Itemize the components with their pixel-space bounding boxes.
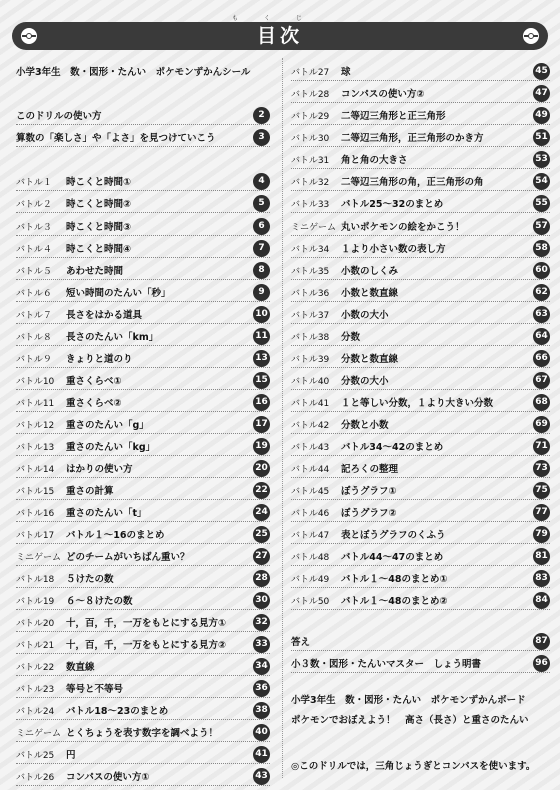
toc-row: [291, 459, 550, 478]
toc-row: [291, 349, 550, 368]
page-number-badge: 22: [253, 482, 270, 499]
toc-title: 答え: [291, 637, 311, 648]
toc-title: 二等辺三角形と正三角形: [341, 111, 446, 122]
toc-label: バトル12: [16, 420, 55, 431]
page-number-badge: 7: [253, 240, 270, 257]
toc-row: [291, 690, 550, 708]
toc-title: 記ろくの整理: [341, 464, 399, 475]
page-number-badge: 38: [253, 702, 270, 719]
toc-label: バトル38: [291, 332, 330, 343]
toc-label: バトル９: [16, 354, 52, 365]
toc-title: 二等辺三角形の角，正三角形の角: [341, 177, 484, 188]
toc-row: [16, 327, 270, 346]
toc-label: バトル７: [16, 310, 52, 321]
page-number-badge: 45: [533, 63, 550, 80]
toc-label: バトル48: [291, 552, 330, 563]
toc-title: ぼうグラフ①: [341, 486, 397, 497]
toc-row: [291, 591, 550, 610]
toc-title: 分数と小数: [341, 420, 389, 431]
toc-row: [291, 481, 550, 500]
toc-title: バトル34～42のまとめ: [341, 442, 444, 453]
page-number-badge: 69: [533, 416, 550, 433]
toc-row: [291, 756, 550, 774]
page-number-badge: 53: [533, 151, 550, 168]
toc-title: 重さのたんい「kg」: [66, 442, 156, 453]
toc-label: バトル14: [16, 464, 55, 475]
toc-title: バトル25～32のまとめ: [341, 199, 444, 210]
toc-row: [16, 415, 270, 434]
toc-title: 球: [341, 67, 351, 78]
toc-label: バトル26: [16, 772, 55, 783]
toc-title: 等号と不等号: [66, 684, 124, 695]
toc-label: バトル33: [291, 199, 330, 210]
toc-row: [291, 150, 550, 169]
toc-row: [16, 679, 270, 698]
toc-title: 小学3年生 数・図形・たんい ポケモンずかんボード: [291, 695, 526, 706]
toc-label: バトル21: [16, 640, 55, 651]
toc-title: 重さのたんい「g」: [66, 420, 149, 431]
toc-row: [16, 261, 270, 280]
page-number-badge: 17: [253, 416, 270, 433]
toc-row: [291, 84, 550, 103]
toc-row: [291, 632, 550, 651]
toc-label: バトル18: [16, 574, 55, 585]
page-number-badge: 43: [253, 768, 270, 785]
toc-label: バトル43: [291, 442, 330, 453]
toc-row: [16, 503, 270, 522]
toc-label: バトル37: [291, 310, 330, 321]
page-number-badge: 2: [253, 107, 270, 124]
toc-label: バトル30: [291, 133, 330, 144]
toc-title: とくちょうを表す数字を調べよう！: [66, 728, 219, 739]
page-number-badge: 25: [253, 526, 270, 543]
toc-title: あわせた時間: [66, 266, 124, 277]
toc-row: [16, 239, 270, 258]
page-number-badge: 3: [253, 129, 270, 146]
page-number-badge: 49: [533, 107, 550, 124]
page-number-badge: 83: [533, 570, 550, 587]
toc-row: [291, 437, 550, 456]
toc-title: バトル１～48のまとめ②: [341, 596, 448, 607]
toc-row: [291, 305, 550, 324]
pokeball-icon: [523, 28, 539, 44]
column-divider: [282, 58, 283, 778]
toc-title: 分数の大小: [341, 376, 389, 387]
toc-row: [291, 710, 550, 728]
page-number-badge: 96: [533, 655, 550, 672]
toc-row: [291, 569, 550, 588]
toc-title: ５けたの数: [66, 574, 114, 585]
page-number-badge: 36: [253, 680, 270, 697]
toc-label: ミニゲーム: [291, 222, 337, 233]
toc-label: ミニゲーム: [16, 552, 62, 563]
toc-label: バトル３: [16, 222, 52, 233]
toc-title: 小３数・図形・たんいマスター しょう明書: [291, 659, 482, 670]
toc-row: [16, 525, 270, 544]
toc-title: 二等辺三角形，正三角形のかき方: [341, 133, 484, 144]
toc-label: バトル32: [291, 177, 330, 188]
toc-title: 丸いポケモンの絵をかこう！: [341, 222, 465, 233]
toc-label: ミニゲーム: [16, 728, 62, 739]
page-number-badge: 64: [533, 328, 550, 345]
toc-title: 長さのたんい「km」: [66, 332, 159, 343]
toc-row: [16, 481, 270, 500]
page-number-badge: 8: [253, 262, 270, 279]
toc-label: バトル28: [291, 89, 330, 100]
page-number-badge: 4: [253, 173, 270, 190]
toc-row: [291, 106, 550, 125]
page-number-badge: 71: [533, 438, 550, 455]
toc-label: バトル39: [291, 354, 330, 365]
toc-title: 分数と数直線: [341, 354, 399, 365]
page-number-badge: 11: [253, 328, 270, 345]
toc-row: [16, 305, 270, 324]
page-number-badge: 87: [533, 633, 550, 650]
toc-title: ◎このドリルでは，三角じょうぎとコンパスを使います。: [291, 761, 536, 772]
page-number-badge: 54: [533, 173, 550, 190]
toc-title: 表とぼうグラフのくふう: [341, 530, 446, 541]
toc-title: 小数と数直線: [341, 288, 399, 299]
toc-row: [16, 635, 270, 654]
toc-label: バトル25: [16, 750, 55, 761]
toc-title: 円: [66, 750, 76, 761]
page-number-badge: 30: [253, 592, 270, 609]
page-number-badge: 79: [533, 526, 550, 543]
toc-row: [291, 217, 550, 236]
toc-title: 分数: [341, 332, 361, 343]
toc-title: 小学3年生 数・図形・たんい ポケモンずかんシール: [16, 67, 251, 78]
toc-title: 時こくと時間①: [66, 177, 132, 188]
toc-label: バトル５: [16, 266, 52, 277]
toc-title: バトル18～23のまとめ: [66, 706, 169, 717]
toc-row: [16, 569, 270, 588]
page-number-badge: 57: [533, 218, 550, 235]
toc-label: バトル40: [291, 376, 330, 387]
toc-row: [291, 128, 550, 147]
toc-label: バトル15: [16, 486, 55, 497]
page-number-badge: 55: [533, 195, 550, 212]
toc-label: バトル27: [291, 67, 330, 78]
toc-row: [16, 393, 270, 412]
toc-title: はかりの使い方: [66, 464, 133, 475]
page-number-badge: 24: [253, 504, 270, 521]
toc-row: [291, 503, 550, 522]
page-number-badge: 10: [253, 306, 270, 323]
toc-row: [16, 106, 270, 125]
toc-row: [16, 128, 270, 147]
toc-title: 算数の「楽しさ」や「よさ」を見つけていこう: [16, 133, 216, 144]
toc-label: バトル29: [291, 111, 330, 122]
toc-row: [291, 547, 550, 566]
toc-title: ぼうグラフ②: [341, 508, 397, 519]
toc-label: バトル19: [16, 596, 55, 607]
toc-title: ６～８けたの数: [66, 596, 133, 607]
toc-row: [291, 239, 550, 258]
toc-row: [291, 415, 550, 434]
toc-row: [16, 283, 270, 302]
page-number-badge: 28: [253, 570, 270, 587]
page-number-badge: 19: [253, 438, 270, 455]
toc-label: バトル34: [291, 244, 330, 255]
toc-label: バトル23: [16, 684, 55, 695]
toc-title: 十，百，千，一万をもとにする見方①: [66, 618, 227, 629]
toc-row: [291, 654, 550, 673]
toc-label: バトル47: [291, 530, 330, 541]
page-number-badge: 81: [533, 548, 550, 565]
toc-title: 小数の大小: [341, 310, 389, 321]
toc-row: [16, 217, 270, 236]
toc-row: [16, 437, 270, 456]
page-number-badge: 9: [253, 284, 270, 301]
toc-title: バトル１～48のまとめ①: [341, 574, 448, 585]
toc-label: バトル49: [291, 574, 330, 585]
toc-label: バトル31: [291, 155, 330, 166]
toc-title: 時こくと時間④: [66, 244, 132, 255]
toc-label: バトル36: [291, 288, 330, 299]
toc-row: [16, 371, 270, 390]
toc-title: 小数のしくみ: [341, 266, 399, 277]
toc-title: 重さの計算: [66, 486, 114, 497]
page-number-badge: 34: [253, 658, 270, 675]
toc-row: [16, 62, 270, 80]
toc-label: バトル35: [291, 266, 330, 277]
toc-row: [291, 525, 550, 544]
page-number-badge: 47: [533, 85, 550, 102]
toc-title: 時こくと時間②: [66, 199, 132, 210]
page-number-badge: 67: [533, 372, 550, 389]
page-number-badge: 33: [253, 636, 270, 653]
toc-title: 短い時間のたんい「秒」: [66, 288, 171, 299]
toc-title: 十，百，千，一万をもとにする見方②: [66, 640, 227, 651]
toc-row: [16, 723, 270, 742]
page-number-badge: 6: [253, 218, 270, 235]
header-bar: [12, 22, 548, 50]
toc-title: きょりと道のり: [66, 354, 133, 365]
toc-label: バトル１: [16, 177, 52, 188]
page-number-badge: 66: [533, 350, 550, 367]
page-number-badge: 13: [253, 350, 270, 367]
page-number-badge: 77: [533, 504, 550, 521]
toc-label: バトル10: [16, 376, 55, 387]
toc-title: １より小さい数の表し方: [341, 244, 446, 255]
page-number-badge: 20: [253, 460, 270, 477]
toc-label: バトル４: [16, 244, 52, 255]
toc-label: バトル45: [291, 486, 330, 497]
toc-title: バトル１～16のまとめ: [66, 530, 165, 541]
toc-label: バトル11: [16, 398, 55, 409]
toc-title: ポケモンでおぼえよう！ 高さ（長さ）と重さのたんい: [291, 715, 529, 726]
toc-row: [16, 547, 270, 566]
toc-label: バトル20: [16, 618, 55, 629]
toc-label: バトル46: [291, 508, 330, 519]
toc-title: 重さくらべ②: [66, 398, 122, 409]
toc-row: [16, 459, 270, 478]
toc-label: バトル24: [16, 706, 55, 717]
toc-row: [16, 767, 270, 786]
toc-label: バトル42: [291, 420, 330, 431]
toc-row: [16, 657, 270, 676]
toc-title: 重さのたんい「t」: [66, 508, 147, 519]
toc-label: バトル50: [291, 596, 330, 607]
toc-label: バトル16: [16, 508, 55, 519]
toc-label: バトル13: [16, 442, 55, 453]
toc-title: 角と角の大きさ: [341, 155, 408, 166]
toc-title: 重さくらべ①: [66, 376, 122, 387]
toc-label: バトル17: [16, 530, 55, 541]
toc-row: [291, 261, 550, 280]
toc-title: 数直線: [66, 662, 95, 673]
page-number-badge: 60: [533, 262, 550, 279]
title-ruby: もくじ: [231, 15, 328, 22]
toc-title: コンパスの使い方②: [341, 89, 425, 100]
toc-row: [16, 613, 270, 632]
toc-row: [291, 62, 550, 81]
toc-row: [16, 172, 270, 191]
page-number-badge: 5: [253, 195, 270, 212]
toc-title: どのチームがいちばん重い？: [66, 552, 190, 563]
page-number-badge: 58: [533, 240, 550, 257]
toc-title: バトル44～47のまとめ: [341, 552, 444, 563]
page-number-badge: 73: [533, 460, 550, 477]
toc-label: バトル２: [16, 199, 52, 210]
toc-row: [16, 591, 270, 610]
toc-title: コンパスの使い方①: [66, 772, 150, 783]
toc-title: このドリルの使い方: [16, 111, 102, 122]
page-number-badge: 27: [253, 548, 270, 565]
toc-row: [291, 327, 550, 346]
toc-row: [291, 283, 550, 302]
page-number-badge: 16: [253, 394, 270, 411]
toc-row: [291, 393, 550, 412]
page-number-badge: 51: [533, 129, 550, 146]
page-number-badge: 15: [253, 372, 270, 389]
toc-label: バトル41: [291, 398, 330, 409]
page-number-badge: 32: [253, 614, 270, 631]
page-number-badge: 40: [253, 724, 270, 741]
toc-label: バトル44: [291, 464, 330, 475]
page-number-badge: 63: [533, 306, 550, 323]
toc-row: [291, 172, 550, 191]
page-number-badge: 62: [533, 284, 550, 301]
page-number-badge: 68: [533, 394, 550, 411]
toc-row: [291, 194, 550, 213]
page-number-badge: 41: [253, 746, 270, 763]
toc-label: バトル６: [16, 288, 52, 299]
toc-label: バトル８: [16, 332, 52, 343]
toc-row: [16, 194, 270, 213]
page-title: 目次: [256, 25, 303, 47]
toc-row: [16, 701, 270, 720]
toc-row: [16, 745, 270, 764]
toc-title: 時こくと時間③: [66, 222, 132, 233]
page-number-badge: 84: [533, 592, 550, 609]
toc-row: [16, 349, 270, 368]
toc-label: バトル22: [16, 662, 55, 673]
toc-title: １と等しい分数，１より大きい分数: [341, 398, 494, 409]
toc-row: [291, 371, 550, 390]
page-number-badge: 75: [533, 482, 550, 499]
toc-title: 長さをはかる道具: [66, 310, 143, 321]
